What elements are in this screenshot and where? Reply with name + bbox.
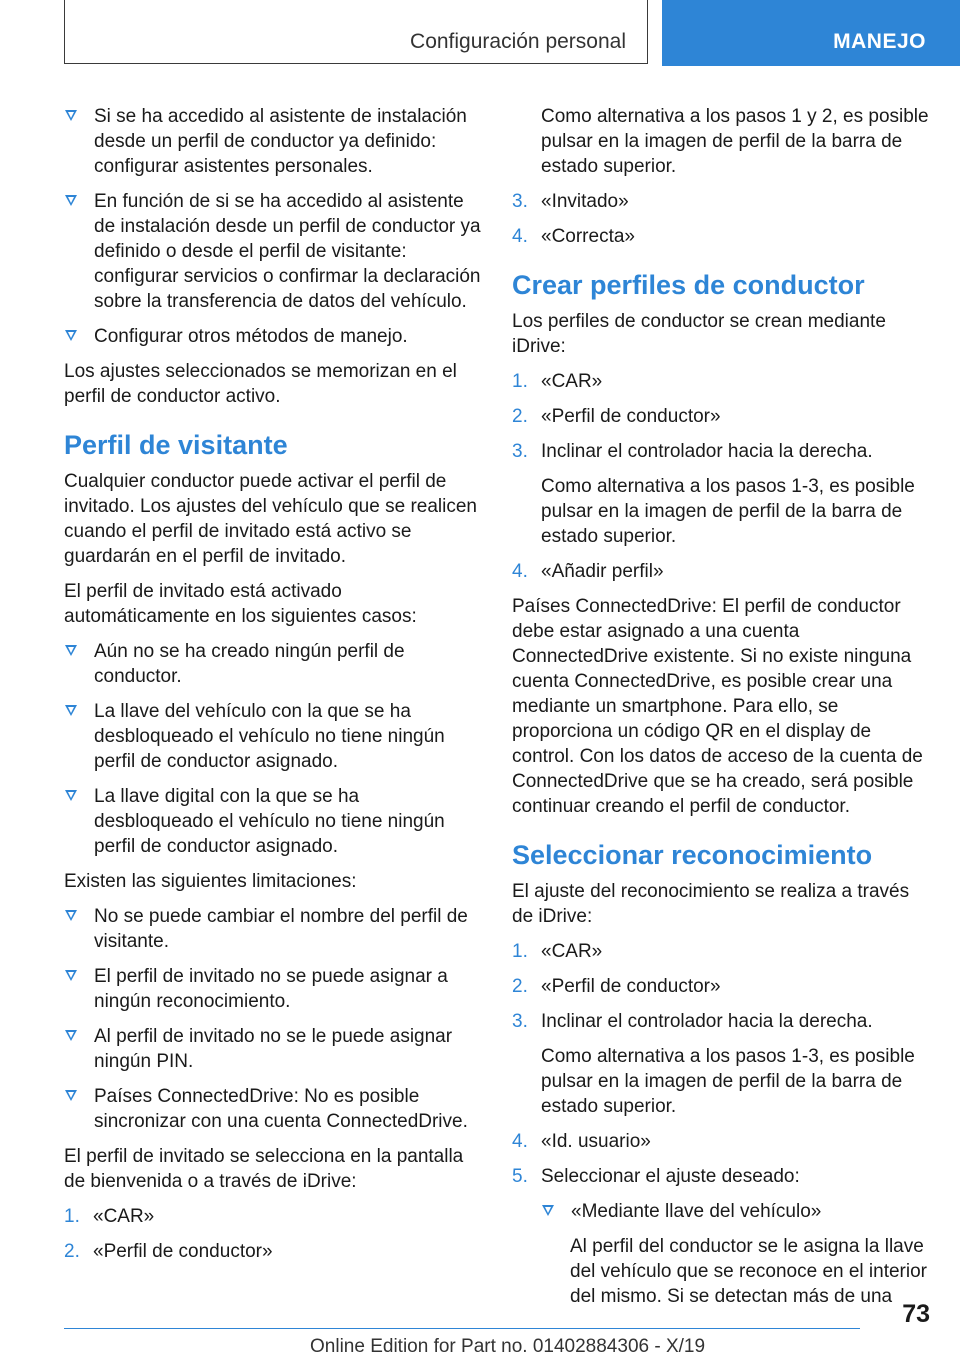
numbered-step: 1. «CAR» — [512, 371, 603, 392]
bullet-item: No se puede cambiar el nombre del perfil de visitante. — [64, 904, 482, 954]
step-continuation: Como alternativa a los pasos 1-3, es posible pulsar en la imagen de perfil de la barra de estado superior. — [541, 1046, 915, 1117]
step-number: 1. — [64, 1206, 80, 1227]
triangle-bullet-icon — [542, 1205, 554, 1216]
step-continuation: Como alternativa a los pasos 1 y 2, es posible pulsar en la imagen de perfil de la barra de estado superior. — [541, 106, 929, 177]
triangle-bullet-icon — [65, 970, 77, 981]
bullet-item: Países ConnectedDrive: No es posible sincronizar con una cuenta ConnectedDrive. — [64, 1084, 482, 1134]
sub-bullet-item: «Mediante llave del vehículo» — [541, 1199, 932, 1224]
left-column — [64, 104, 482, 1274]
bullet-item: Al perfil de invitado no se le puede asignar ningún PIN. — [64, 1024, 482, 1074]
numbered-step: 3. Inclinar el controlador hacia la derecha. — [512, 441, 873, 462]
bullet-item: Aún no se ha creado ningún perfil de conductor. — [64, 639, 482, 689]
paragraph-select: El perfil de invitado se selecciona en la pantalla de bienvenida o a través de iDrive: — [64, 1146, 464, 1192]
paragraph-connecteddrive: Países ConnectedDrive: El perfil de conductor debe estar asignado a una cuenta ConnectedDrive existente. Si no existe ninguna cuenta ConnectedDrive, es posible crear una mediante un smartphone. Para ello, se proporciona un código QR en el display de control. Con los datos de acceso de la cuenta de ConnectedDrive que se ha creado, será posible continuar creando el perfil de conductor. — [512, 596, 923, 817]
step-number: 1. — [512, 371, 528, 392]
numbered-step: 1. «CAR» — [64, 1206, 155, 1227]
footer-divider — [64, 1328, 860, 1329]
triangle-bullet-icon — [65, 330, 77, 341]
step-continuation: Como alternativa a los pasos 1-3, es posible pulsar en la imagen de perfil de la barra de estado superior. — [541, 476, 915, 547]
step-number: 3. — [512, 1011, 528, 1032]
bullet-item: La llave del vehículo con la que se ha desbloqueado el vehículo no tiene ningún perfil de conductor asignado. — [64, 699, 482, 774]
bullet-item: Si se ha accedido al asistente de instalación desde un perfil de conductor ya definido: configurar asistentes personales. — [64, 104, 482, 179]
right-column — [512, 104, 932, 1319]
triangle-bullet-icon — [65, 790, 77, 801]
bullet-item: En función de si se ha accedido al asistente de instalación desde un perfil de conductor ya definido o desde el perfil de visitante: configurar servicios o confirmar la declaración sobre la transferencia de datos del vehículo. — [64, 189, 482, 314]
numbered-step: 2. «Perfil de conductor» — [64, 1241, 273, 1262]
header-chapter-tab — [662, 0, 960, 66]
numbered-step: 4. «Correcta» — [512, 226, 635, 247]
paragraph-limits: Existen las siguientes limitaciones: — [64, 871, 357, 892]
triangle-bullet-icon — [65, 645, 77, 656]
numbered-step: 4. «Id. usuario» — [512, 1131, 651, 1152]
numbered-step: 4. «Añadir perfil» — [512, 561, 664, 582]
page-number: 73 — [902, 1300, 930, 1328]
bullet-item: La llave digital con la que se ha desbloqueado el vehículo no tiene ningún perfil de conductor asignado. — [64, 784, 482, 859]
step-number: 2. — [512, 976, 528, 997]
paragraph-reconocimiento: El ajuste del reconocimiento se realiza a través de iDrive: — [512, 881, 910, 927]
paragraph-saved: Los ajustes seleccionados se memorizan en el perfil de conductor activo. — [64, 361, 457, 407]
numbered-step: 3. Inclinar el controlador hacia la derecha. — [512, 1011, 873, 1032]
bullet-item: Configurar otros métodos de manejo. — [64, 324, 482, 349]
step-number: 2. — [64, 1241, 80, 1262]
step-number: 3. — [512, 441, 528, 462]
numbered-step: 3. «Invitado» — [512, 191, 629, 212]
triangle-bullet-icon — [65, 1090, 77, 1101]
triangle-bullet-icon — [65, 195, 77, 206]
triangle-bullet-icon — [65, 110, 77, 121]
header-chapter-label: MANEJO — [833, 30, 926, 53]
step-number: 5. — [512, 1166, 528, 1187]
triangle-bullet-icon — [65, 705, 77, 716]
sub-bullet-continuation: Al perfil del conductor se le asigna la llave del vehículo que se reconoce en el interior del mismo. Si se detectan más de una — [570, 1236, 928, 1307]
step-number: 3. — [512, 191, 528, 212]
step-number: 4. — [512, 1131, 528, 1152]
paragraph-auto: El perfil de invitado está activado automáticamente en los siguientes casos: — [64, 581, 417, 627]
step-number: 4. — [512, 226, 528, 247]
heading-perfil-visitante: Perfil de visitante — [64, 430, 288, 460]
footer-edition: Online Edition for Part no. 01402884306 - X/19 — [310, 1336, 706, 1357]
heading-seleccionar-reconocimiento: Seleccionar reconocimiento — [512, 840, 873, 870]
step-number: 4. — [512, 561, 528, 582]
step-number: 1. — [512, 941, 528, 962]
header-section-title: Configuración personal — [410, 30, 626, 53]
numbered-step: 2. «Perfil de conductor» — [512, 976, 721, 997]
numbered-step: 2. «Perfil de conductor» — [512, 406, 721, 427]
paragraph-visitante: Cualquier conductor puede activar el perfil de invitado. Los ajustes del vehículo que se realicen cuando el perfil de invitado está activo se guardarán en el perfil de invitado. — [64, 471, 477, 567]
bullet-item: El perfil de invitado no se puede asignar a ningún reconocimiento. — [64, 964, 482, 1014]
triangle-bullet-icon — [65, 1030, 77, 1041]
numbered-step: 5. Seleccionar el ajuste deseado: — [512, 1166, 800, 1187]
numbered-step: 1. «CAR» — [512, 941, 603, 962]
step-number: 2. — [512, 406, 528, 427]
triangle-bullet-icon — [65, 910, 77, 921]
paragraph-crear: Los perfiles de conductor se crean mediante iDrive: — [512, 311, 886, 357]
heading-crear-perfiles: Crear perfiles de conductor — [512, 270, 865, 300]
